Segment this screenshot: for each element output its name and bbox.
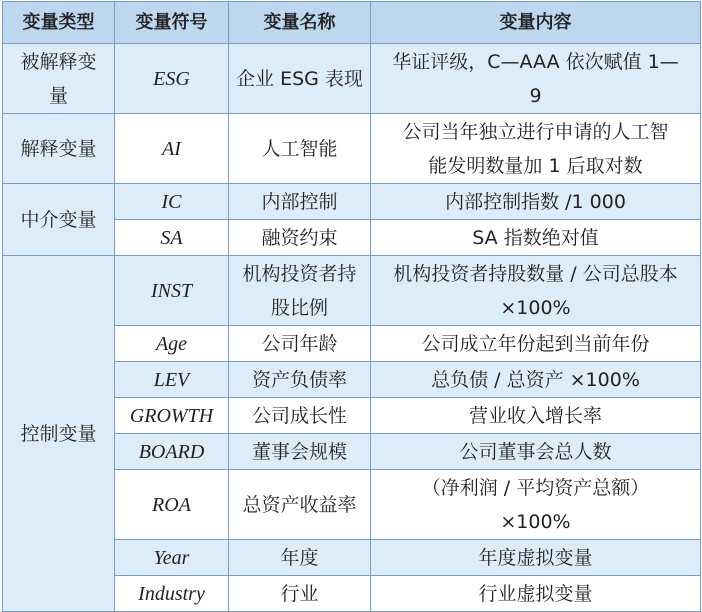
variable-symbol-cell: AI [115,114,229,184]
variable-type-cell: 中介变量 [3,184,115,256]
variable-name-cell: 年度 [229,540,371,576]
variable-content-cell [371,470,701,540]
variable-content-text: 9 [529,84,542,107]
variable-name-text: 机构投资者持 [242,262,357,285]
variable-name-cell: 企业 ESG 表现 [229,44,371,114]
variable-symbol-cell: LEV [115,362,229,398]
variable-symbol-cell: ESG [115,44,229,114]
variable-content-cell: 内部控制指数 /1 000 [371,184,701,220]
variable-name-cell: 资产负债率 [229,362,371,398]
variable-name-cell [229,256,371,326]
variable-symbol-cell: SA [115,220,229,256]
table-row [3,114,701,184]
variable-content-cell [371,114,701,184]
variable-name-cell: 总资产收益率 [229,470,371,540]
variable-content-cell: 年度虚拟变量 [371,540,701,576]
variable-content-cell: 总负债 / 总资产 ×100% [371,362,701,398]
header-variable-content: 变量内容 [371,2,701,44]
variable-symbol-cell: ROA [115,470,229,540]
variable-symbol-cell: Age [115,326,229,362]
variable-content-text: ×100% [500,510,571,533]
variable-symbol-cell: INST [115,256,229,326]
variable-content-cell: 行业虚拟变量 [371,576,701,612]
variable-content-cell [371,44,701,114]
variable-content-text: 机构投资者持股数量 / 公司总股本 [393,262,678,285]
variable-content-cell: SA 指数绝对值 [371,220,701,256]
table-row [3,44,701,114]
table-row [3,256,701,326]
header-variable-name: 变量名称 [229,2,371,44]
variable-type-cell [3,44,115,114]
variable-content-text: 能发明数量加 1 后取对数 [428,154,643,177]
variable-name-cell: 行业 [229,576,371,612]
variable-name-cell: 人工智能 [229,114,371,184]
variable-content-text: （净利润 / 平均资产总额） [421,476,650,499]
variable-name-cell: 内部控制 [229,184,371,220]
variable-content-text: 华证评级，C—AAA 依次赋值 1— [392,50,679,73]
variable-symbol-cell: Year [115,540,229,576]
variable-name-cell: 融资约束 [229,220,371,256]
header-row [3,2,701,44]
variable-symbol-cell: GROWTH [115,398,229,434]
header-variable-type: 变量类型 [3,2,115,44]
variable-name-cell: 公司成长性 [229,398,371,434]
variable-type-text: 量 [48,84,68,107]
variable-name-cell: 公司年龄 [229,326,371,362]
header-variable-symbol: 变量符号 [115,2,229,44]
variable-type-cell: 解释变量 [3,114,115,184]
variable-content-cell: 公司成立年份起到当前年份 [371,326,701,362]
table-row [3,184,701,220]
variable-symbol-cell: Industry [115,576,229,612]
variable-content-cell: 营业收入增长率 [371,398,701,434]
variable-symbol-cell: IC [115,184,229,220]
variable-definition-table [2,1,701,612]
variable-content-text: 公司当年独立进行申请的人工智 [402,120,669,143]
variable-content-text: ×100% [500,296,571,319]
variable-name-text: 股比例 [270,296,328,319]
variable-type-cell: 控制变量 [3,256,115,612]
variable-symbol-cell: BOARD [115,434,229,470]
variable-content-cell: 公司董事会总人数 [371,434,701,470]
variable-content-cell [371,256,701,326]
variable-name-cell: 董事会规模 [229,434,371,470]
variable-type-text: 被解释变 [20,50,97,73]
